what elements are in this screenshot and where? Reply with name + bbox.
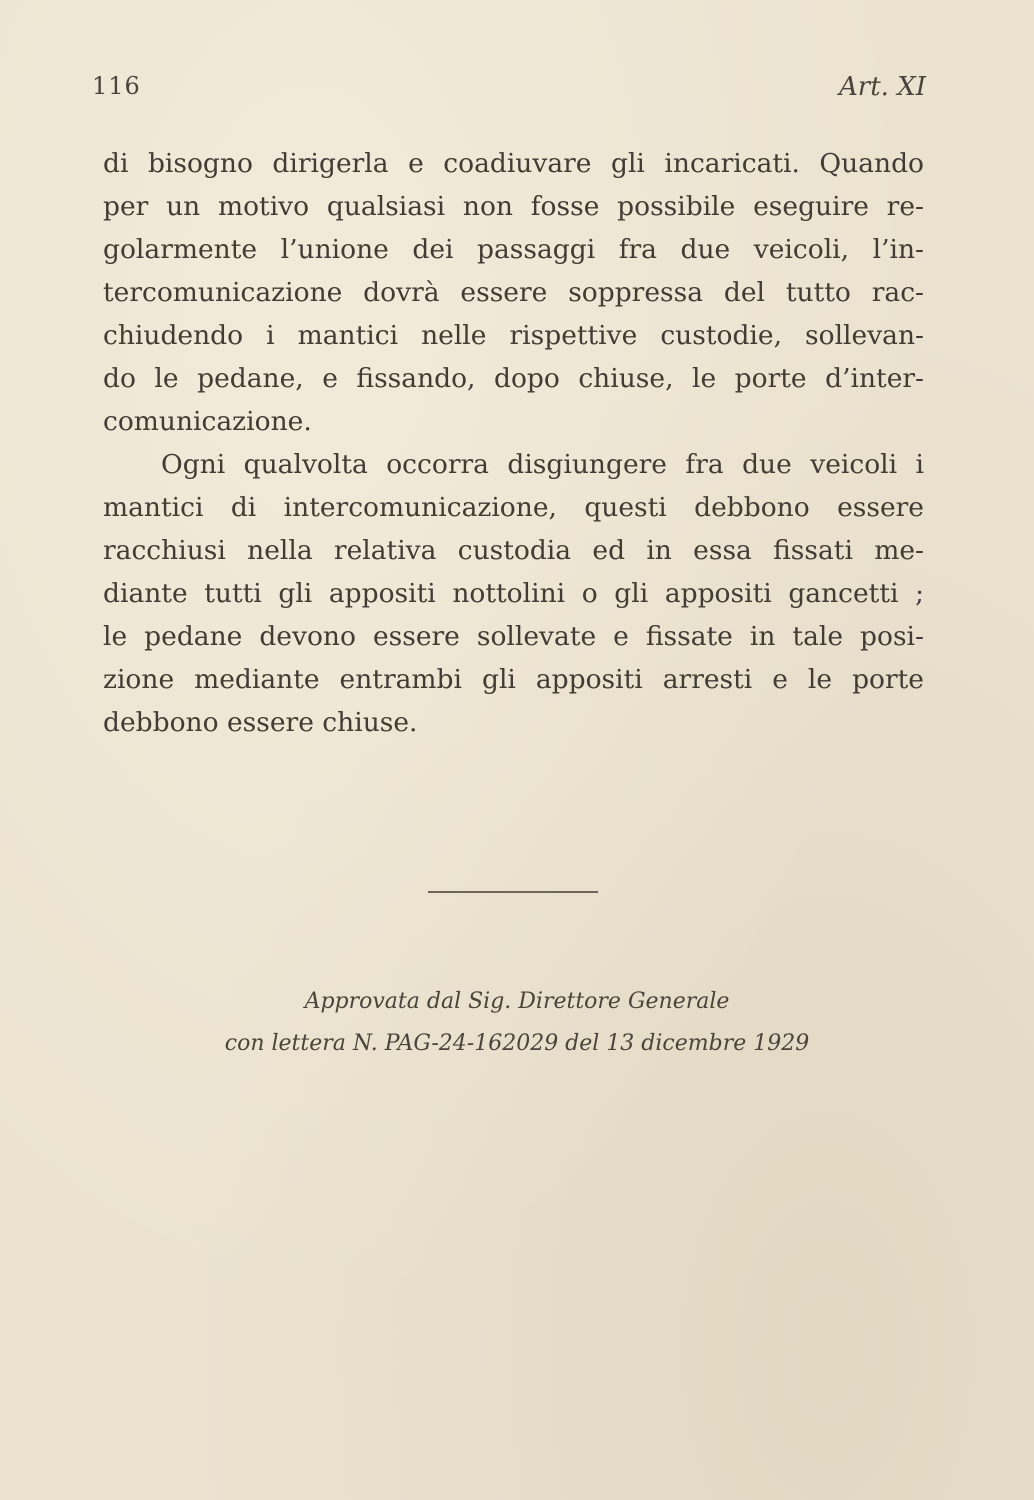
text-line: do le pedane, e fissando, dopo chiuse, le porte d’inter- [103,363,924,394]
approval-line: con lettera N. PAG-24-162029 del 13 dicembre 1929 [224,1031,810,1056]
approval-note [0,981,1034,1065]
body-text [103,142,924,744]
text-line: debbono essere chiuse. [103,707,418,738]
text-line: le pedane devono essere sollevate e fissate in tale posi- [103,621,924,652]
section-divider [428,891,598,893]
text-line: diante tutti gli appositi nottolini o gli appositi gancetti ; [103,578,924,609]
text-line: golarmente l’unione dei passaggi fra due veicoli, l’in- [103,234,924,265]
approval-line: Approvata dal Sig. Direttore Generale [304,989,730,1014]
text-line: chiudendo i mantici nelle rispettive custodie, sollevan- [103,320,924,351]
text-line: Ogni qualvolta occorra disgiungere fra due veicoli i [161,449,924,480]
text-line: racchiusi nella relativa custodia ed in essa fissati me- [103,535,924,566]
text-line: mantici di intercomunicazione, questi debbono essere [103,492,924,523]
text-line: per un motivo qualsiasi non fosse possibile eseguire re- [103,191,924,222]
page-number: 116 [92,72,141,100]
text-line: tercomunicazione dovrà essere soppressa del tutto rac- [103,277,924,308]
text-line: zione mediante entrambi gli appositi arresti e le porte [103,664,924,695]
article-heading: Art. XI [839,72,926,102]
text-line: di bisogno dirigerla e coadiuvare gli incaricati. Quando [103,148,924,179]
text-line: comunicazione. [103,406,312,437]
